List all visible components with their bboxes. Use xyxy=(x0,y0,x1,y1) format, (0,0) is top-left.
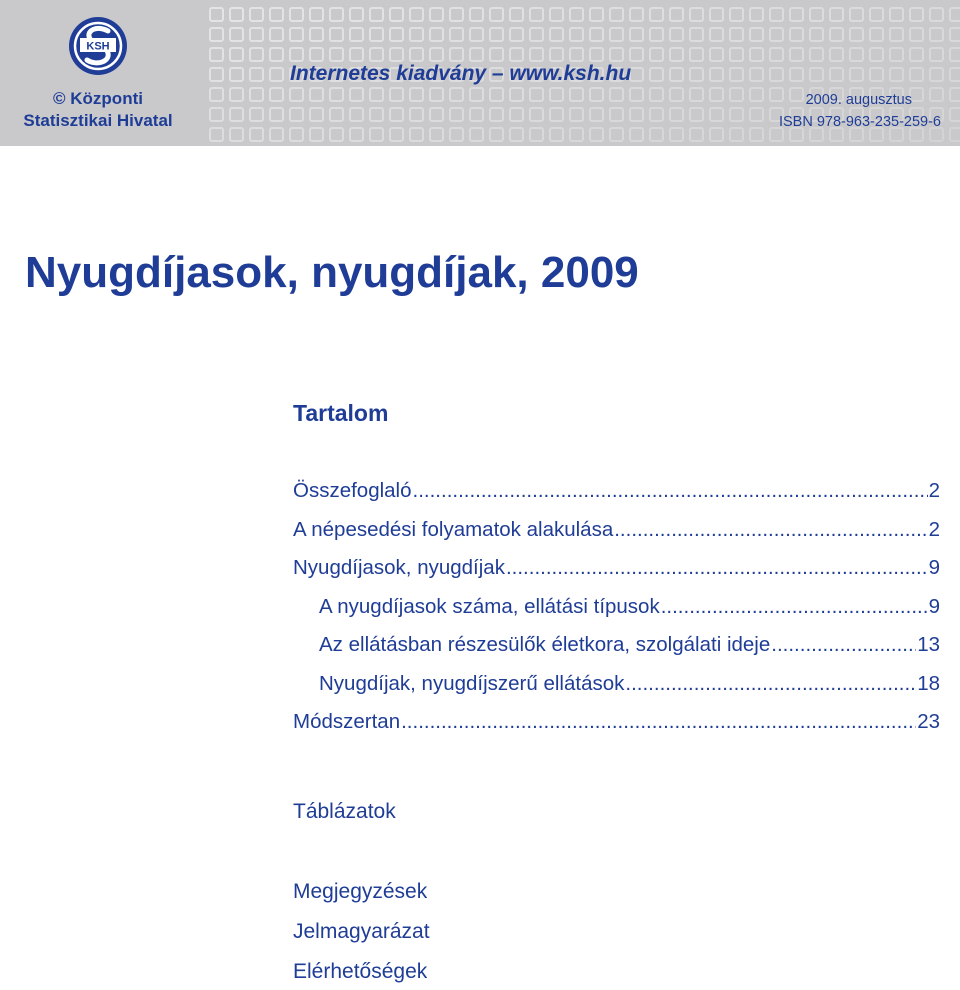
pattern-square xyxy=(330,128,343,141)
pattern-square xyxy=(370,108,383,121)
pattern-square xyxy=(690,48,703,61)
pattern-square xyxy=(630,68,643,81)
pattern-square xyxy=(290,28,303,41)
contacts-link[interactable]: Elérhetőségek xyxy=(293,960,428,983)
pattern-square xyxy=(430,108,443,121)
pattern-square xyxy=(250,108,263,121)
pattern-square xyxy=(610,28,623,41)
pattern-square xyxy=(850,48,863,61)
pattern-square xyxy=(230,8,243,21)
pattern-square xyxy=(790,28,803,41)
pattern-square xyxy=(330,28,343,41)
pattern-square xyxy=(450,48,463,61)
toc-entry-label: Módszertan xyxy=(293,710,401,733)
pattern-square xyxy=(450,108,463,121)
pattern-square xyxy=(930,68,943,81)
pattern-square xyxy=(230,88,243,101)
pattern-square xyxy=(570,108,583,121)
pattern-square xyxy=(630,28,643,41)
pattern-square xyxy=(650,128,663,141)
pattern-square xyxy=(710,8,723,21)
pattern-square xyxy=(390,48,403,61)
pattern-square xyxy=(350,128,363,141)
pattern-square xyxy=(510,8,523,21)
pattern-square xyxy=(890,28,903,41)
pattern-square xyxy=(370,28,383,41)
pattern-square xyxy=(750,108,763,121)
tables-link[interactable]: Táblázatok xyxy=(293,800,396,823)
publication-isbn: ISBN 978-963-235-259-6 xyxy=(778,114,941,130)
pattern-square xyxy=(510,28,523,41)
organization-name-line2: Statisztikai Hivatal xyxy=(23,111,173,130)
pattern-square xyxy=(210,28,223,41)
legend-link[interactable]: Jelmagyarázat xyxy=(293,920,430,943)
pattern-square xyxy=(250,28,263,41)
pattern-square xyxy=(570,128,583,141)
pattern-square xyxy=(590,28,603,41)
pattern-square xyxy=(610,108,623,121)
pattern-square xyxy=(490,128,503,141)
pattern-square xyxy=(590,48,603,61)
pattern-square xyxy=(790,48,803,61)
pattern-square xyxy=(270,68,283,81)
pattern-square xyxy=(330,48,343,61)
pattern-square xyxy=(250,48,263,61)
pattern-square xyxy=(750,88,763,101)
pattern-square xyxy=(250,88,263,101)
toc-leader-dots xyxy=(661,595,928,619)
pattern-square xyxy=(290,108,303,121)
pattern-square xyxy=(870,48,883,61)
pattern-square xyxy=(430,8,443,21)
pattern-square xyxy=(630,88,643,101)
pattern-square xyxy=(750,128,763,141)
pattern-square xyxy=(650,68,663,81)
pattern-square xyxy=(630,48,643,61)
pattern-square xyxy=(690,128,703,141)
pattern-square xyxy=(950,48,960,61)
pattern-square xyxy=(870,28,883,41)
svg-text:KSH: KSH xyxy=(86,40,110,53)
pattern-square xyxy=(310,108,323,121)
toc-entry-label: Nyugdíjasok, nyugdíjak xyxy=(293,556,505,579)
pattern-square xyxy=(910,48,923,61)
pattern-square xyxy=(410,48,423,61)
pattern-square xyxy=(750,48,763,61)
pattern-square xyxy=(830,68,843,81)
organization-name-line1: © Központi xyxy=(53,89,143,108)
pattern-square xyxy=(830,28,843,41)
pattern-square xyxy=(590,8,603,21)
pattern-square xyxy=(490,108,503,121)
pattern-square xyxy=(910,8,923,21)
toc-entry-label: Összefoglaló xyxy=(293,479,412,502)
pattern-square xyxy=(630,8,643,21)
pattern-square xyxy=(910,28,923,41)
pattern-square xyxy=(310,8,323,21)
pattern-square xyxy=(690,68,703,81)
pattern-square xyxy=(270,88,283,101)
pattern-square xyxy=(770,68,783,81)
pattern-square xyxy=(230,68,243,81)
pattern-square xyxy=(390,28,403,41)
pattern-square xyxy=(370,128,383,141)
pattern-square xyxy=(890,48,903,61)
toc-entry-page: 9 xyxy=(928,556,940,579)
pattern-square xyxy=(430,28,443,41)
pattern-square xyxy=(390,88,403,101)
pattern-square xyxy=(790,88,803,101)
table-of-contents xyxy=(293,479,940,749)
pattern-square xyxy=(750,68,763,81)
pattern-square xyxy=(330,8,343,21)
pattern-square xyxy=(770,28,783,41)
pattern-square xyxy=(290,128,303,141)
pattern-square xyxy=(910,68,923,81)
pattern-square xyxy=(530,88,543,101)
pattern-square xyxy=(930,8,943,21)
pattern-square xyxy=(210,128,223,141)
pattern-square xyxy=(550,108,563,121)
toc-leader-dots xyxy=(401,710,916,734)
pattern-square xyxy=(510,128,523,141)
pattern-square xyxy=(410,108,423,121)
pattern-square xyxy=(370,88,383,101)
pattern-square xyxy=(250,8,263,21)
pattern-square xyxy=(710,48,723,61)
toc-entry-label: Nyugdíjak, nyugdíjszerű ellátások xyxy=(319,671,625,695)
pattern-square xyxy=(810,68,823,81)
pattern-square xyxy=(610,128,623,141)
pattern-square xyxy=(550,48,563,61)
pattern-square xyxy=(690,8,703,21)
pattern-square xyxy=(290,8,303,21)
pattern-square xyxy=(410,8,423,21)
pattern-square xyxy=(590,88,603,101)
toc-entry-label: Az ellátásban részesülők életkora, szolgálati ideje xyxy=(319,633,771,656)
pattern-square xyxy=(950,28,960,41)
pattern-square xyxy=(810,28,823,41)
header-banner xyxy=(0,0,960,146)
pattern-square xyxy=(670,128,683,141)
pattern-square xyxy=(230,128,243,141)
pattern-square xyxy=(890,8,903,21)
pattern-square xyxy=(570,8,583,21)
pattern-square xyxy=(710,108,723,121)
pattern-square xyxy=(310,48,323,61)
toc-entry-summary[interactable] xyxy=(293,479,940,518)
pattern-square xyxy=(730,8,743,21)
pattern-square xyxy=(350,48,363,61)
pattern-square xyxy=(470,48,483,61)
pattern-square xyxy=(210,48,223,61)
pattern-square xyxy=(550,8,563,21)
pattern-square xyxy=(370,48,383,61)
pattern-square xyxy=(650,8,663,21)
pattern-square xyxy=(530,28,543,41)
pattern-square xyxy=(590,108,603,121)
pattern-square xyxy=(410,88,423,101)
pattern-square xyxy=(690,28,703,41)
pattern-square xyxy=(570,48,583,61)
pattern-square xyxy=(770,8,783,21)
publication-date: 2009. augusztus xyxy=(805,92,912,108)
pattern-square xyxy=(930,28,943,41)
pattern-square xyxy=(730,88,743,101)
pattern-square xyxy=(710,68,723,81)
document-title: Nyugdíjasok, nyugdíjak, 2009 xyxy=(25,248,639,297)
pattern-square xyxy=(710,128,723,141)
pattern-square xyxy=(850,8,863,21)
toc-leader-dots xyxy=(506,556,928,580)
pattern-square xyxy=(450,8,463,21)
pattern-square xyxy=(730,48,743,61)
pattern-square xyxy=(730,68,743,81)
pattern-square xyxy=(670,68,683,81)
pattern-square xyxy=(310,128,323,141)
ksh-logo-icon xyxy=(68,16,128,76)
pattern-square xyxy=(630,108,643,121)
pattern-square xyxy=(490,88,503,101)
pattern-square xyxy=(490,8,503,21)
toc-leader-dots xyxy=(413,479,928,503)
pattern-square xyxy=(950,8,960,21)
pattern-square xyxy=(330,88,343,101)
pattern-square xyxy=(870,8,883,21)
pattern-square xyxy=(490,28,503,41)
pattern-square xyxy=(650,88,663,101)
pattern-square xyxy=(830,8,843,21)
notes-link[interactable]: Megjegyzések xyxy=(293,880,428,903)
toc-heading: Tartalom xyxy=(293,400,389,426)
pattern-square xyxy=(730,28,743,41)
pattern-square xyxy=(250,128,263,141)
pattern-square xyxy=(650,48,663,61)
pattern-square xyxy=(670,28,683,41)
pattern-square xyxy=(390,8,403,21)
toc-entry-page: 2 xyxy=(928,517,940,541)
pattern-square xyxy=(690,88,703,101)
pattern-square xyxy=(850,68,863,81)
toc-entry-methodology[interactable] xyxy=(293,710,940,749)
pattern-square xyxy=(390,128,403,141)
pattern-square xyxy=(470,128,483,141)
toc-entry-page: 18 xyxy=(917,671,940,695)
toc-entry-pensioners[interactable] xyxy=(293,556,940,595)
pattern-square xyxy=(930,88,943,101)
toc-entry-page: 9 xyxy=(928,594,940,618)
pattern-square xyxy=(670,108,683,121)
toc-leader-dots xyxy=(625,672,916,696)
pattern-square xyxy=(350,108,363,121)
pattern-square xyxy=(610,48,623,61)
pattern-square xyxy=(310,88,323,101)
pattern-square xyxy=(950,68,960,81)
pattern-square xyxy=(550,88,563,101)
pattern-square xyxy=(790,8,803,21)
pattern-square xyxy=(230,28,243,41)
pattern-square xyxy=(470,28,483,41)
toc-entry-page: 23 xyxy=(917,710,940,733)
pattern-square xyxy=(750,28,763,41)
pattern-square xyxy=(790,68,803,81)
pattern-square xyxy=(370,8,383,21)
pattern-square xyxy=(290,48,303,61)
organization-name xyxy=(0,88,196,132)
toc-entry-label: A nyugdíjasok száma, ellátási típusok xyxy=(319,594,660,618)
pattern-square xyxy=(510,108,523,121)
toc-leader-dots xyxy=(614,518,927,542)
pattern-square xyxy=(350,8,363,21)
toc-entry-label: A népesedési folyamatok alakulása xyxy=(293,517,614,541)
pattern-square xyxy=(590,128,603,141)
pattern-square xyxy=(530,108,543,121)
pattern-square xyxy=(750,8,763,21)
pattern-square xyxy=(530,48,543,61)
pattern-square xyxy=(350,88,363,101)
pattern-square xyxy=(710,88,723,101)
pattern-square xyxy=(670,48,683,61)
pattern-square xyxy=(770,88,783,101)
pattern-square xyxy=(470,108,483,121)
pattern-square xyxy=(330,108,343,121)
pattern-square xyxy=(570,88,583,101)
pattern-square xyxy=(450,28,463,41)
pattern-square xyxy=(830,48,843,61)
pattern-square xyxy=(290,88,303,101)
pattern-square xyxy=(270,8,283,21)
pattern-square xyxy=(530,8,543,21)
pattern-square xyxy=(250,68,263,81)
pattern-square xyxy=(390,108,403,121)
pattern-square xyxy=(470,88,483,101)
pattern-square xyxy=(410,28,423,41)
pattern-square xyxy=(810,48,823,61)
pattern-square xyxy=(650,108,663,121)
pattern-square xyxy=(950,128,960,141)
pattern-square xyxy=(270,108,283,121)
pattern-square xyxy=(930,48,943,61)
pattern-square xyxy=(270,28,283,41)
pattern-square xyxy=(530,128,543,141)
pattern-square xyxy=(670,88,683,101)
pattern-square xyxy=(950,108,960,121)
toc-entry-population[interactable] xyxy=(293,518,940,557)
pattern-square xyxy=(730,128,743,141)
pattern-square xyxy=(870,68,883,81)
pattern-square xyxy=(510,88,523,101)
pattern-square xyxy=(430,48,443,61)
pattern-square xyxy=(510,48,523,61)
toc-entry-age-service[interactable] xyxy=(293,633,940,672)
pattern-square xyxy=(210,88,223,101)
pattern-square xyxy=(210,8,223,21)
toc-leader-dots xyxy=(771,633,916,657)
toc-entry-page: 2 xyxy=(928,479,940,502)
pattern-square xyxy=(850,28,863,41)
pattern-square xyxy=(450,128,463,141)
pattern-square xyxy=(270,128,283,141)
pattern-square xyxy=(770,48,783,61)
pattern-square xyxy=(310,28,323,41)
pattern-square xyxy=(630,128,643,141)
pattern-square xyxy=(410,128,423,141)
pattern-square xyxy=(570,28,583,41)
pattern-square xyxy=(670,8,683,21)
pattern-square xyxy=(650,28,663,41)
pattern-square xyxy=(610,88,623,101)
pattern-square xyxy=(350,28,363,41)
pattern-square xyxy=(270,48,283,61)
pattern-square xyxy=(450,88,463,101)
pattern-square xyxy=(810,8,823,21)
pattern-square xyxy=(470,8,483,21)
toc-entry-pensioner-count[interactable] xyxy=(293,595,940,634)
toc-entry-pensions[interactable] xyxy=(293,672,940,711)
pattern-square xyxy=(690,108,703,121)
pattern-square xyxy=(430,128,443,141)
pattern-square xyxy=(710,28,723,41)
pattern-square xyxy=(550,128,563,141)
pattern-square xyxy=(610,8,623,21)
pattern-square xyxy=(550,28,563,41)
pattern-square xyxy=(950,88,960,101)
publication-title: Internetes kiadvány – www.ksh.hu xyxy=(290,62,632,85)
pattern-square xyxy=(730,108,743,121)
pattern-square xyxy=(430,88,443,101)
pattern-square xyxy=(490,48,503,61)
toc-entry-page: 13 xyxy=(917,633,940,656)
pattern-square xyxy=(210,108,223,121)
pattern-square xyxy=(890,68,903,81)
pattern-square xyxy=(230,48,243,61)
pattern-square xyxy=(210,68,223,81)
pattern-square xyxy=(230,108,243,121)
